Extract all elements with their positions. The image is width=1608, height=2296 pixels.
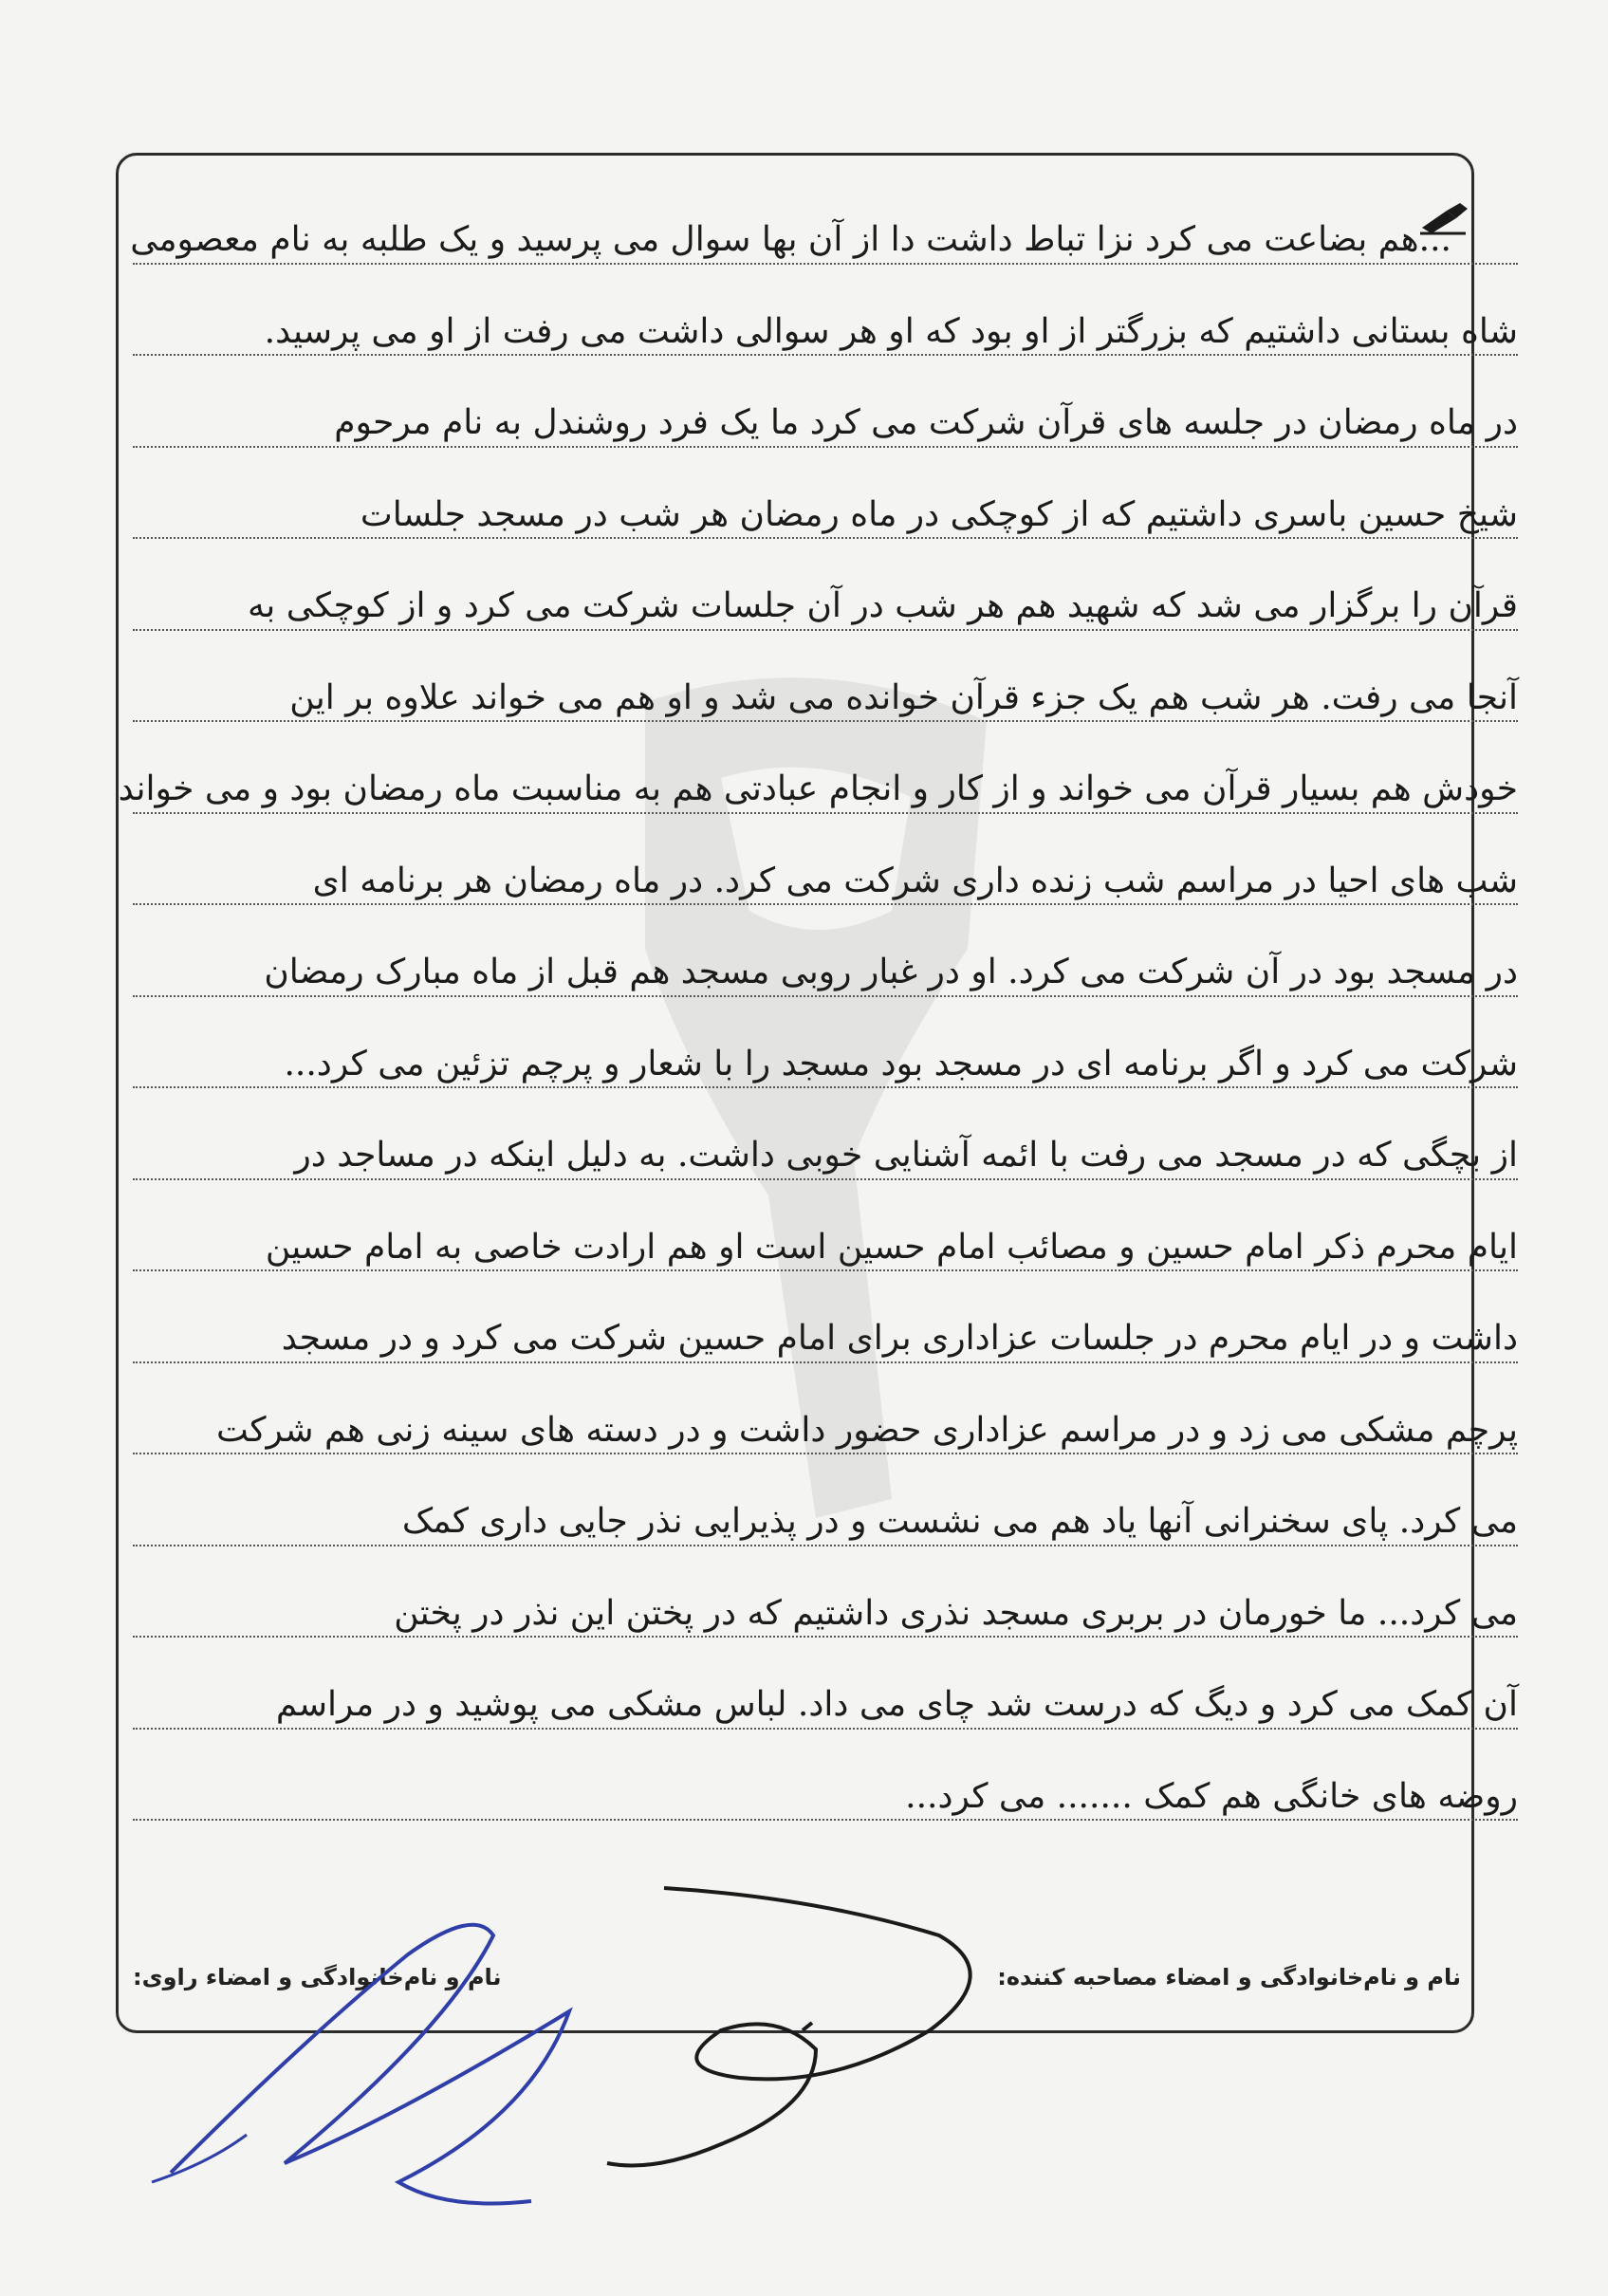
text-line: قرآن را برگزار می شد که شهید هم هر شب در آن جلسات شرکت می کرد و از کوچکی به xyxy=(57,556,1556,648)
text-line: در مسجد بود در آن شرکت می کرد. او در غبار روبی مسجد هم قبل از ماه مبارک رمضان xyxy=(57,922,1556,1014)
text-line: ایام محرم ذکر امام حسین و مصائب امام حسین است او هم ارادت خاصی به امام حسین xyxy=(57,1197,1556,1289)
text-line: می کرد... ما خورمان در بربری مسجد نذری داشتیم که در پختن این نذر در پختن xyxy=(57,1564,1556,1656)
text-line: آنجا می رفت. هر شب هم یک جزء قرآن خوانده می شد و او هم می خواند علاوه بر این xyxy=(57,648,1556,740)
interviewer-signature-label: نام و نام‌خانوادگی و امضاء مصاحبه کننده: xyxy=(997,1964,1461,1990)
narrator-signature-label: نام و نام‌خانوادگی و امضاء راوی: xyxy=(133,1964,502,1990)
text-line: می کرد. پای سخنرانی آنها یاد هم می نشست و در پذیرایی نذر جایی داری کمک xyxy=(57,1472,1556,1564)
text-line: آن کمک می کرد و دیگ که درست شد چای می داد. لباس مشکی می پوشید و در مراسم xyxy=(57,1655,1556,1747)
text-line: روضه های خانگی هم کمک ....... می کرد... xyxy=(57,1747,1556,1839)
text-line: داشت و در ایام محرم در جلسات عزاداری برای امام حسین شرکت می کرد و در مسجد xyxy=(57,1288,1556,1380)
text-line: شرکت می کرد و اگر برنامه ای در مسجد بود مسجد را با شعار و پرچم تزئین می کرد... xyxy=(57,1014,1556,1106)
text-line: ...هم بضاعت می کرد نزا تباط داشت دا از آن بها سوال می پرسید و یک طلبه به نام معصومی xyxy=(57,190,1556,282)
text-line: از بچگی که در مسجد می رفت با ائمه آشنایی خوبی داشت. به دلیل اینکه در مساجد در xyxy=(57,1105,1556,1197)
text-line: شب های احیا در مراسم شب زنده داری شرکت می کرد. در ماه رمضان هر برنامه ای xyxy=(57,831,1556,923)
text-line: در ماه رمضان در جلسه های قرآن شرکت می کرد ما یک فرد روشندل به نام مرحوم xyxy=(57,373,1556,465)
text-line: خودش هم بسیار قرآن می خواند و از کار و انجام عبادتی هم به مناسبت ماه رمضان بود و می خواند xyxy=(57,739,1556,831)
text-line: پرچم مشکی می زد و در مراسم عزاداری حضور داشت و در دسته های سینه زنی هم شرکت xyxy=(57,1380,1556,1472)
text-line: شاه بستانی داشتیم که بزرگتر از او بود که او هر سوالی داشت می رفت از او می پرسید. xyxy=(57,282,1556,374)
text-line: شیخ حسین باسری داشتیم که از کوچکی در ماه رمضان هر شب در مسجد جلسات xyxy=(57,465,1556,557)
